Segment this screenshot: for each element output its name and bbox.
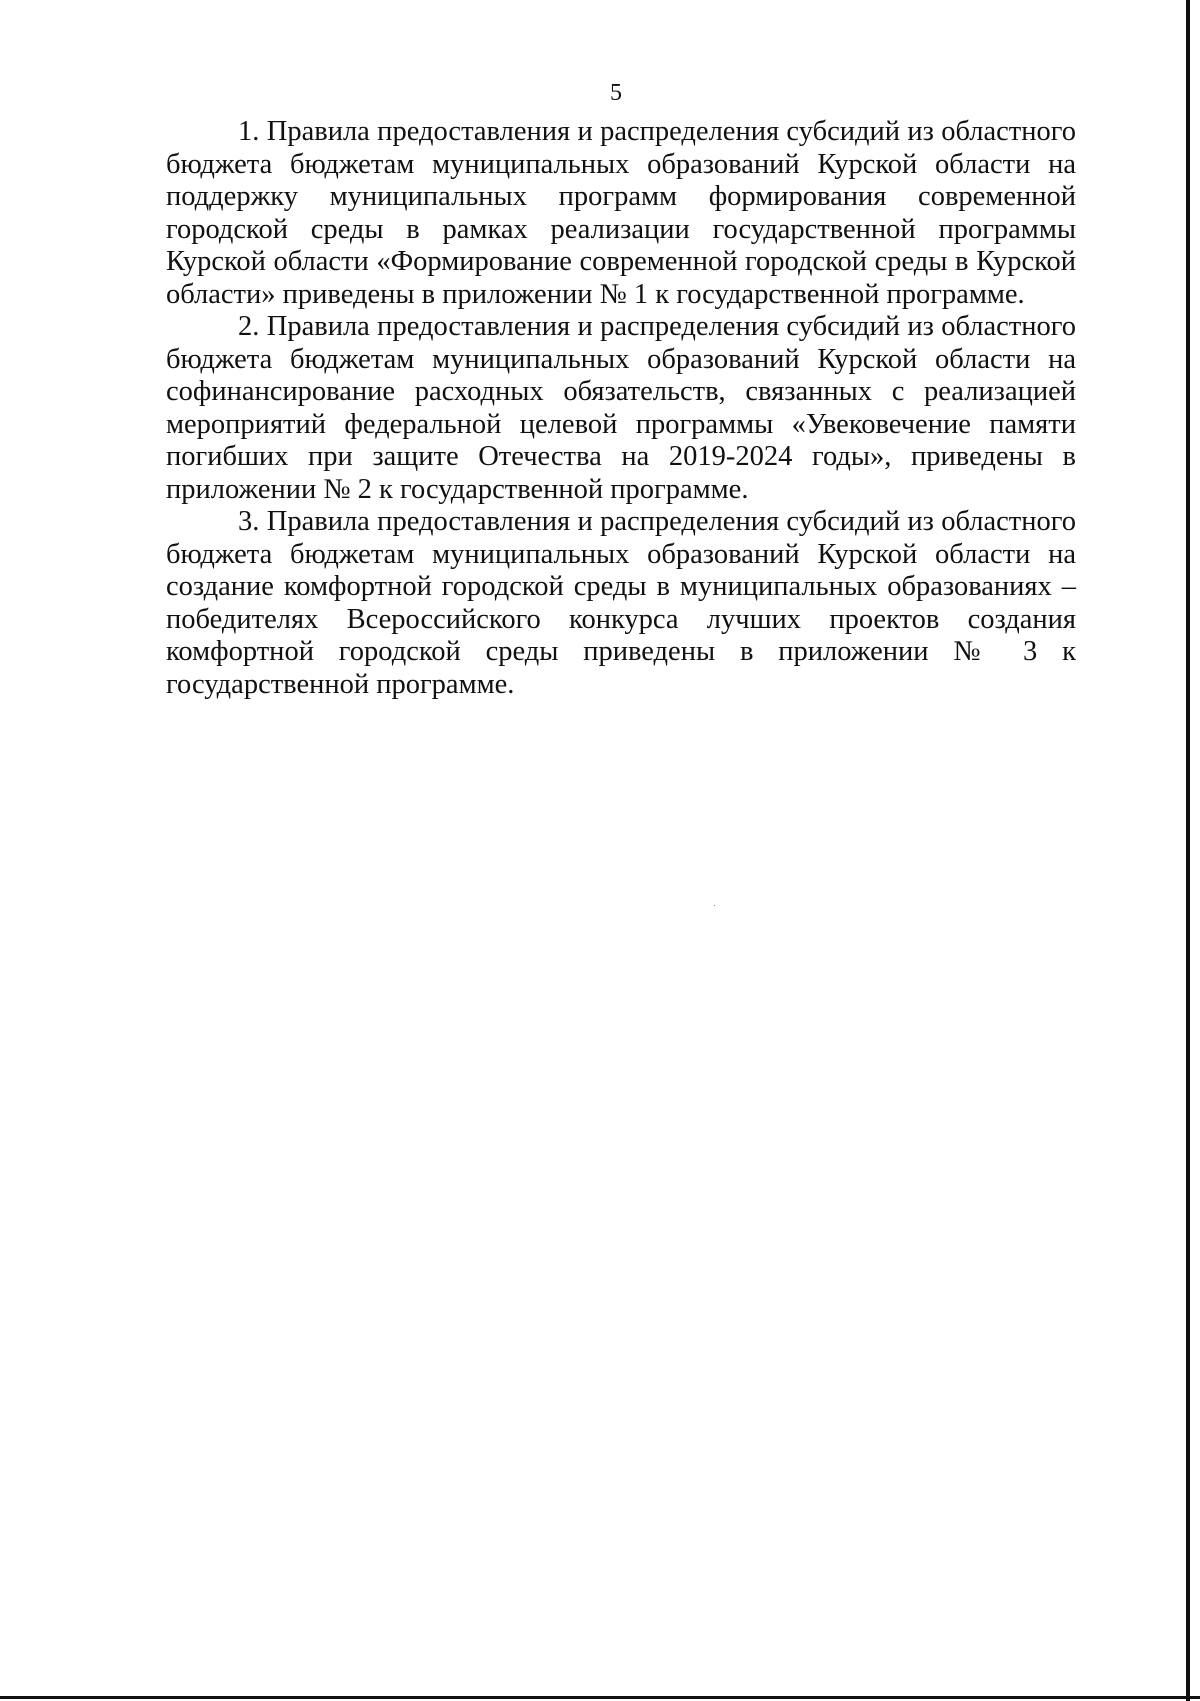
- paragraph-1: 1. Правила предоставления и распределения субсидий из областного бюджета бюджетам муниципальных образований Курской области на поддержку муниципальных программ формирования современной городской среды в рамках реализации государственной программы Курской области «Формирование современной городской среды в Курской области» приведены в приложении № 1 к государственной программе.: [166, 116, 1076, 310]
- scan-edge-bottom: [0, 1696, 1200, 1699]
- page-number: 5: [610, 80, 622, 106]
- scan-speck: [714, 905, 715, 906]
- paragraph-3: 3. Правила предоставления и распределения субсидий из областного бюджета бюджетам муниципальных образований Курской области на создание комфортной городской среды в муниципальных образованиях – победителях Всероссийского конкурса лучших проектов создания комфортной городской среды приведены в приложении № 3 к государственной программе.: [166, 506, 1076, 700]
- document-body: [166, 116, 1076, 701]
- paragraph-2: 2. Правила предоставления и распределения субсидий из областного бюджета бюджетам муниципальных образований Курской области на софинансирование расходных обязательств, связанных с реализацией мероприятий федеральной целевой программы «Увековечение памяти погибших при защите Отечества на 2019-2024 годы», приведены в приложении № 2 к государственной программе.: [166, 311, 1076, 505]
- scan-edge-right: [1186, 0, 1190, 1701]
